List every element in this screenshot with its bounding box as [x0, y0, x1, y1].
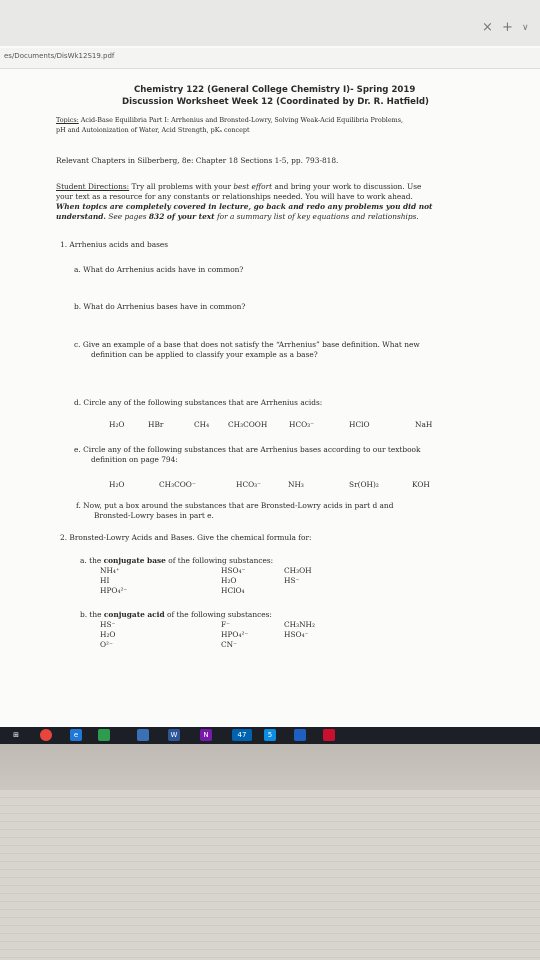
- q2a-item: CH₃OH: [284, 566, 312, 575]
- q1d-item: NaH: [415, 420, 433, 429]
- question-1c-line-1: c. Give an example of a base that does not satisfy the “Arrhenius” base definition. What new: [74, 340, 420, 349]
- q2a-item: HClO₄: [221, 586, 245, 595]
- q2a-item: NH₄⁺: [100, 566, 120, 575]
- q2b-pre: b. the: [80, 610, 104, 619]
- directions-text-1a: Try all problems with your: [129, 182, 234, 191]
- q2b-item: CN⁻: [221, 640, 238, 649]
- app-badge: 5: [267, 731, 273, 739]
- q2b-item: O²⁻: [100, 640, 113, 649]
- task-view-icon[interactable]: ⊞: [13, 731, 19, 739]
- directions-text-1c: and bring your work to discussion. Use: [272, 182, 422, 191]
- question-1b: b. What do Arrhenius bases have in common?: [74, 302, 246, 311]
- question-2a: [80, 556, 273, 565]
- defender-icon[interactable]: [294, 729, 306, 741]
- address-bar[interactable]: [0, 48, 540, 69]
- q1e-item: Sr(OH)₂: [349, 480, 379, 489]
- tab-list-chevron-icon[interactable]: ∨: [522, 23, 529, 33]
- q2b-item: H₂O: [100, 630, 116, 639]
- q2a-item: HS⁻: [284, 576, 300, 585]
- close-tab-icon[interactable]: ×: [482, 20, 493, 35]
- q1d-item: CH₃COOH: [228, 420, 268, 429]
- photos-icon[interactable]: [98, 729, 110, 741]
- directions-line-3: When topics are completely covered in lecture, go back and redo any problems you did not: [56, 202, 433, 211]
- topics-line-1: [56, 116, 403, 125]
- question-1d: d. Circle any of the following substances that are Arrhenius acids:: [74, 398, 323, 407]
- question-1e-line-2: definition on page 794:: [91, 455, 178, 464]
- taskbar: [0, 727, 540, 744]
- app-icon[interactable]: [264, 729, 276, 741]
- keyboard-surface: [0, 790, 540, 960]
- q2a-item: HPO₄²⁻: [100, 586, 128, 595]
- directions-text-4a: understand.: [56, 212, 106, 221]
- q1d-item: HBr: [148, 420, 164, 429]
- directions-line-4: [56, 212, 419, 221]
- question-1a: a. What do Arrhenius acids have in common?: [74, 265, 244, 274]
- directions-label: Student Directions:: [56, 182, 130, 191]
- new-tab-icon[interactable]: +: [502, 20, 513, 35]
- q2b-bold: conjugate acid: [103, 610, 165, 619]
- question-2b: [80, 610, 272, 619]
- topics-text: Acid-Base Equilibria Part I: Arrhenius and Bronsted-Lowry, Solving Weak-Acid Equilibria Problems,: [78, 116, 404, 124]
- acrobat-icon[interactable]: [323, 729, 335, 741]
- question-1: 1. Arrhenius acids and bases: [60, 240, 169, 249]
- directions-text-4b: See pages: [106, 212, 149, 221]
- pdf-page: [0, 70, 540, 724]
- q1e-item: HCO₃⁻: [236, 480, 262, 489]
- q2a-pre: a. the: [80, 556, 104, 565]
- question-2: 2. Bronsted-Lowry Acids and Bases. Give the chemical formula for:: [60, 533, 312, 542]
- directions-text-1b: best effort: [233, 182, 273, 191]
- topics-line-2: pH and Autoionization of Water, Acid Strength, pKₐ concept: [56, 126, 250, 134]
- q1e-item: KOH: [412, 480, 430, 489]
- q2a-bold: conjugate base: [103, 556, 166, 565]
- laptop-bezel: [0, 744, 540, 790]
- word-icon[interactable]: W: [168, 729, 180, 741]
- doc-subtitle: Discussion Worksheet Week 12 (Coordinated by Dr. R. Hatfield): [122, 97, 429, 107]
- q2b-item: HSO₄⁻: [284, 630, 309, 639]
- store-icon[interactable]: [137, 729, 149, 741]
- directions-line-1: [56, 182, 421, 191]
- question-1f-line-2: Bronsted-Lowry bases in part e.: [94, 511, 214, 520]
- topics-label: Topics:: [56, 116, 79, 124]
- chrome-icon[interactable]: [40, 729, 52, 741]
- q1e-item: H₂O: [109, 480, 125, 489]
- relevant-chapters: Relevant Chapters in Silberberg, 8e: Chapter 18 Sections 1-5, pp. 793-818.: [56, 156, 339, 165]
- question-1c-line-2: definition can be applied to classify your example as a base?: [91, 350, 318, 359]
- q2b-item: HPO₄²⁻: [221, 630, 249, 639]
- q1d-item: HCO₃⁻: [289, 420, 315, 429]
- q2b-item: CH₃NH₂: [284, 620, 315, 629]
- q1d-item: HClO: [349, 420, 370, 429]
- q1d-item: CH₄: [194, 420, 210, 429]
- q2b-post: of the following substances:: [164, 610, 272, 619]
- doc-title: Chemistry 122 (General College Chemistry I)- Spring 2019: [134, 85, 416, 95]
- mail-icon[interactable]: [232, 729, 252, 741]
- q2b-item: F⁻: [221, 620, 231, 629]
- directions-text-4d: for a summary list of key equations and relationships.: [214, 212, 419, 221]
- q1e-item: NH₃: [288, 480, 304, 489]
- q1e-item: CH₃COO⁻: [159, 480, 196, 489]
- q2b-item: HS⁻: [100, 620, 116, 629]
- onenote-icon[interactable]: N: [200, 729, 212, 741]
- mail-badge: 47: [237, 731, 247, 739]
- url-text: es/Documents/DisWk12S19.pdf: [4, 52, 115, 60]
- q2a-post: of the following substances:: [165, 556, 274, 565]
- question-1e-line-1: e. Circle any of the following substances that are Arrhenius bases according to our textbook: [74, 445, 421, 454]
- directions-line-2: your text as a resource for any constants or relationships needed. You will have to work ahead.: [56, 192, 413, 201]
- q2a-item: HI: [100, 576, 110, 585]
- question-1f-line-1: f. Now, put a box around the substances that are Bronsted-Lowry acids in part d and: [76, 501, 394, 510]
- tab-bar: [0, 0, 540, 46]
- q2a-item: HSO₄⁻: [221, 566, 246, 575]
- q1d-item: H₂O: [109, 420, 125, 429]
- q2a-item: H₂O: [221, 576, 237, 585]
- directions-text-4c: 832 of your text: [148, 212, 215, 221]
- edge-icon[interactable]: e: [70, 729, 82, 741]
